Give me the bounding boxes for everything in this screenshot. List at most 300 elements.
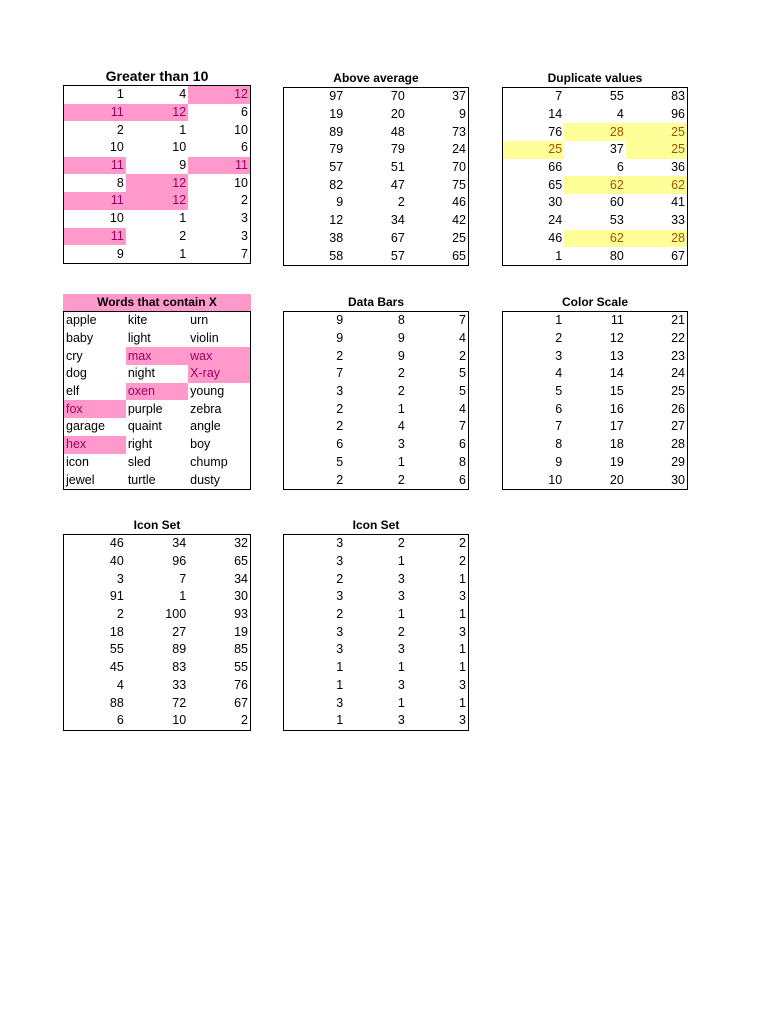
table-cell[interactable]: cry [66,348,83,363]
table-cell[interactable]: 24 [452,142,466,157]
table-cell[interactable]: 1 [397,607,405,622]
table-cell[interactable]: 7 [555,419,563,434]
table-cell[interactable]: 7 [179,571,187,586]
table-cell[interactable]: 9 [336,331,344,346]
table-cell[interactable]: 89 [172,642,187,657]
table-cell[interactable]: 12 [609,331,624,346]
table-cell[interactable]: 4 [116,677,124,692]
table-row [64,712,251,730]
icon-set-2-table [283,534,469,731]
table-cell[interactable]: 6 [459,437,466,452]
table-row [284,159,469,177]
table-cell[interactable]: 12 [188,86,250,104]
table-cell[interactable]: 42 [452,213,466,228]
table-cell[interactable]: 62 [564,230,626,248]
table-cell[interactable]: 19 [329,107,344,122]
table-cell[interactable]: 37 [452,89,466,104]
table-cell[interactable]: max [126,347,188,365]
table-cell[interactable]: 72 [172,695,187,710]
table-cell[interactable]: 1 [555,248,563,263]
table-cell[interactable]: 2 [336,571,344,586]
table-cell[interactable]: 75 [452,177,466,192]
table-cell[interactable]: 1 [397,554,405,569]
table-cell[interactable]: 70 [390,89,405,104]
table-cell[interactable]: 1 [116,87,124,102]
table-cell[interactable]: turtle [127,472,156,487]
table-cell[interactable]: zebra [190,401,222,416]
table-cell[interactable]: 37 [609,142,624,157]
table-cell[interactable]: purple [127,401,163,416]
table-cell[interactable]: 6 [459,472,466,487]
table-cell[interactable]: 83 [671,89,685,104]
table-cell[interactable]: 6 [241,140,248,155]
table-cell[interactable]: 2 [397,624,405,639]
table-cell[interactable]: 53 [609,213,624,228]
table-row [503,176,688,194]
table-cell[interactable]: 4 [179,87,187,102]
duplicate-values-table [502,87,688,266]
table-cell[interactable]: 3 [459,713,466,728]
table-cell[interactable]: boy [190,437,211,452]
table-cell[interactable]: 14 [548,107,563,122]
table-cell[interactable]: 6 [336,437,344,452]
table-cell[interactable]: 70 [452,160,466,175]
table-cell[interactable]: 12 [126,174,188,192]
table-cell[interactable]: 79 [329,142,344,157]
table-cell[interactable]: 22 [671,331,685,346]
table-row [64,471,251,489]
table-cell[interactable]: 1 [336,677,344,692]
table-cell[interactable]: chump [190,454,228,469]
table-cell[interactable]: 10 [109,140,124,155]
table-cell[interactable]: 7 [336,366,344,381]
table-row [284,194,469,212]
table-cell[interactable]: 2 [336,607,344,622]
table-cell[interactable]: 6 [241,105,248,120]
table-cell[interactable]: 3 [397,589,405,604]
table-cell[interactable]: 2 [116,607,124,622]
table-cell[interactable]: 4 [397,419,405,434]
table-cell[interactable]: 82 [329,177,344,192]
table-row [503,365,688,383]
table-row [64,330,251,348]
table-cell[interactable]: 26 [671,401,685,416]
table-cell[interactable]: 7 [555,89,563,104]
table-cell[interactable]: 1 [336,713,344,728]
table-row [284,312,469,330]
table-row [64,436,251,454]
table-cell[interactable]: 79 [390,142,405,157]
table-cell[interactable]: 3 [397,571,405,586]
table-cell[interactable]: 9 [555,454,563,469]
table-cell[interactable]: 41 [671,195,685,210]
table-cell[interactable]: 18 [109,624,124,639]
table-cell[interactable]: 30 [548,195,563,210]
table-cell[interactable]: 2 [116,122,124,137]
table-cell[interactable]: 8 [459,454,466,469]
table-cell[interactable]: 1 [397,454,405,469]
table-cell[interactable]: 9 [179,158,187,173]
table-cell[interactable]: sled [127,454,151,469]
table-cell[interactable]: 73 [452,124,466,139]
table-cell[interactable]: 5 [336,454,344,469]
table-cell[interactable]: 62 [564,176,626,194]
table-row [503,194,688,212]
table-cell[interactable]: 67 [390,230,405,245]
table-cell[interactable]: 9 [459,107,466,122]
table-cell[interactable]: elf [66,384,80,399]
duplicate-values-block [502,70,688,266]
table-cell[interactable]: 2 [179,228,187,243]
table-row [284,712,469,730]
table-row [503,230,688,248]
table-cell[interactable]: night [127,366,155,381]
table-cell[interactable]: 16 [609,401,624,416]
table-cell[interactable]: 30 [234,589,248,604]
table-cell[interactable]: 1 [397,695,405,710]
table-cell[interactable]: 10 [234,175,248,190]
table-cell[interactable]: 15 [609,384,624,399]
table-cell[interactable]: 85 [234,642,248,657]
table-row [284,694,469,712]
table-cell[interactable]: 5 [459,384,466,399]
table-row [64,365,251,383]
table-row [284,330,469,348]
table-row [64,245,251,263]
table-cell[interactable]: 27 [172,624,187,639]
table-cell[interactable]: 1 [336,660,344,675]
table-row [503,471,688,489]
table-row [64,192,251,210]
table-cell[interactable]: 6 [616,160,624,175]
table-cell[interactable]: 11 [64,157,126,175]
table-cell[interactable]: 3 [116,571,124,586]
table-cell[interactable]: 2 [241,193,248,208]
table-cell[interactable]: baby [66,331,94,346]
table-cell[interactable]: 2 [336,419,344,434]
table-cell[interactable]: 55 [234,660,248,675]
table-cell[interactable]: 3 [555,348,563,363]
table-cell[interactable]: 23 [671,348,685,363]
table-cell[interactable]: 4 [459,331,466,346]
table-cell[interactable]: 65 [452,248,466,263]
table-cell[interactable]: quaint [127,419,162,434]
table-cell[interactable]: 67 [671,248,685,263]
table-cell[interactable]: 3 [397,437,405,452]
table-cell[interactable]: 66 [548,160,563,175]
table-cell[interactable]: 3 [397,642,405,657]
table-row [503,454,688,472]
table-cell[interactable]: light [127,331,151,346]
table-cell[interactable]: dusty [190,472,221,487]
table-cell[interactable]: 3 [459,589,466,604]
table-cell[interactable]: 11 [188,157,250,175]
table-cell[interactable]: 65 [234,554,248,569]
table-cell[interactable]: 1 [179,589,187,604]
table-row [284,623,469,641]
table-cell[interactable]: 7 [459,313,466,328]
table-cell[interactable]: 1 [179,246,187,261]
table-cell[interactable]: 93 [234,607,248,622]
table-cell[interactable]: 8 [397,313,405,328]
table-cell[interactable]: 3 [241,228,248,243]
table-cell[interactable]: 11 [610,313,624,328]
table-cell[interactable]: 1 [397,660,405,675]
table-cell[interactable]: 57 [329,160,344,175]
table-cell[interactable]: 20 [609,472,624,487]
table-cell[interactable]: 89 [329,124,344,139]
table-row [284,106,469,124]
table-row [503,123,688,141]
table-cell[interactable]: 9 [116,246,124,261]
table-row [503,159,688,177]
table-cell[interactable]: 88 [109,695,124,710]
table-row [64,694,251,712]
table-cell[interactable]: 9 [397,348,405,363]
table-cell[interactable]: 4 [555,366,563,381]
table-cell[interactable]: 33 [172,677,187,692]
table-cell[interactable]: 80 [609,248,624,263]
above-average-title: Above average [333,71,419,85]
table-row [64,228,251,246]
table-row [64,418,251,436]
table-row [64,210,251,228]
table-row [284,247,469,265]
table-row [284,454,469,472]
table-cell[interactable]: 1 [459,660,466,675]
table-cell[interactable]: 3 [336,536,344,551]
table-cell[interactable]: 27 [671,419,685,434]
table-cell[interactable]: 55 [109,642,124,657]
table-cell[interactable]: 46 [548,230,563,245]
table-cell[interactable]: 45 [109,660,124,675]
table-cell[interactable]: 25 [626,141,688,159]
table-cell[interactable]: 17 [609,419,624,434]
table-cell[interactable]: 96 [671,107,685,122]
table-cell[interactable]: 1 [459,695,466,710]
table-cell[interactable]: 4 [616,107,624,122]
table-cell[interactable]: 5 [459,366,466,381]
table-cell[interactable]: 2 [555,331,563,346]
table-cell[interactable]: 25 [452,230,466,245]
table-cell[interactable]: 9 [336,195,344,210]
table-row [284,570,469,588]
table-cell[interactable]: 18 [609,437,624,452]
table-cell[interactable]: 1 [397,401,405,416]
table-cell[interactable]: 76 [234,677,248,692]
table-row [503,141,688,159]
table-cell[interactable]: fox [64,400,126,418]
table-cell[interactable]: 3 [336,589,344,604]
table-cell[interactable]: 2 [397,472,405,487]
table-cell[interactable]: 6 [555,401,563,416]
table-cell[interactable]: 3 [336,642,344,657]
table-cell[interactable]: apple [66,313,97,328]
table-cell[interactable]: 2 [397,384,405,399]
table-cell[interactable]: 28 [564,123,626,141]
table-cell[interactable]: 55 [609,89,624,104]
table-cell[interactable]: 2 [459,536,466,551]
table-cell[interactable]: 2 [459,554,466,569]
table-row [284,659,469,677]
table-row [503,383,688,401]
table-cell[interactable]: 36 [671,160,685,175]
table-cell[interactable]: 9 [397,331,405,346]
table-cell[interactable]: 2 [336,401,344,416]
table-cell[interactable]: icon [66,454,89,469]
table-cell[interactable]: 32 [234,536,248,551]
table-cell[interactable]: 51 [390,160,405,175]
table-cell[interactable]: 2 [459,348,466,363]
table-cell[interactable]: 7 [241,246,248,261]
table-cell[interactable]: jewel [66,472,95,487]
table-cell[interactable]: 2 [397,536,405,551]
table-cell[interactable]: 47 [390,177,405,192]
table-cell[interactable]: 21 [671,313,685,328]
table-cell[interactable]: 10 [172,140,187,155]
table-cell[interactable]: 3 [459,624,466,639]
table-cell[interactable]: violin [190,331,219,346]
table-cell[interactable]: 30 [671,472,685,487]
table-cell[interactable]: 2 [397,195,405,210]
table-cell[interactable]: 1 [179,122,187,137]
table-cell[interactable]: 46 [109,536,124,551]
table-cell[interactable]: 4 [459,401,466,416]
table-row [64,606,251,624]
table-cell[interactable]: 3 [336,384,344,399]
words-with-x-block [63,294,251,490]
table-cell[interactable]: 8 [555,437,563,452]
table-cell[interactable]: 12 [126,104,188,122]
table-cell[interactable]: 40 [109,554,124,569]
table-cell[interactable]: wax [188,347,250,365]
table-cell[interactable]: 10 [172,713,187,728]
table-cell[interactable]: 2 [336,472,344,487]
table-cell[interactable]: 38 [329,230,344,245]
table-cell[interactable]: 3 [397,677,405,692]
table-cell[interactable]: oxen [126,383,188,401]
table-cell[interactable]: 1 [459,642,466,657]
table-cell[interactable]: 3 [336,554,344,569]
data-bars-table [283,311,469,490]
table-cell[interactable]: 11 [64,228,126,246]
table-cell[interactable]: 67 [234,695,248,710]
table-cell[interactable]: 48 [390,124,405,139]
table-cell[interactable]: 29 [671,454,685,469]
table-cell[interactable]: 62 [626,176,688,194]
table-row [284,677,469,695]
table-cell[interactable]: 10 [109,211,124,226]
table-cell[interactable]: right [127,437,153,452]
table-cell[interactable]: 3 [336,624,344,639]
table-cell[interactable]: 11 [64,192,126,210]
table-cell[interactable]: angle [190,419,221,434]
icon-set-2-block [283,517,469,731]
table-cell[interactable]: 83 [172,660,187,675]
table-cell[interactable]: 3 [459,677,466,692]
table-cell[interactable]: urn [190,313,209,328]
table-cell[interactable]: 57 [390,248,405,263]
table-cell[interactable]: 24 [671,366,685,381]
table-row [64,312,251,330]
table-cell[interactable]: 1 [459,571,466,586]
table-row [503,88,688,106]
table-cell[interactable]: 100 [165,607,187,622]
table-cell[interactable]: 11 [64,104,126,122]
table-cell[interactable]: X-ray [188,365,250,383]
table-row [284,535,469,553]
table-cell[interactable]: 3 [336,695,344,710]
table-cell[interactable]: 20 [390,107,405,122]
table-cell[interactable]: 60 [609,195,624,210]
table-cell[interactable]: 19 [234,624,248,639]
table-cell[interactable]: 25 [626,123,688,141]
table-cell[interactable]: 2 [336,348,344,363]
table-cell[interactable]: 9 [336,313,344,328]
table-cell[interactable]: 25 [503,141,565,159]
table-cell[interactable]: 33 [671,213,685,228]
table-cell[interactable]: young [190,384,225,399]
table-cell[interactable]: 97 [329,89,344,104]
table-row [64,623,251,641]
table-cell[interactable]: 28 [626,230,688,248]
table-cell[interactable]: 13 [609,348,624,363]
table-cell[interactable]: 65 [548,177,563,192]
table-row [284,383,469,401]
table-cell[interactable]: 12 [329,213,344,228]
table-cell[interactable]: 5 [555,384,563,399]
table-cell[interactable]: 46 [452,195,466,210]
table-row [284,176,469,194]
table-cell[interactable]: 3 [241,211,248,226]
table-row [64,383,251,401]
table-cell[interactable]: 12 [126,192,188,210]
table-cell[interactable]: 58 [329,248,344,263]
table-cell[interactable]: 19 [609,454,624,469]
table-cell[interactable]: 3 [397,713,405,728]
table-cell[interactable]: 14 [609,366,624,381]
table-cell[interactable]: 2 [241,713,248,728]
table-cell[interactable]: 91 [109,589,124,604]
color-scale-block [502,294,688,490]
table-cell[interactable]: dog [66,366,87,381]
table-cell[interactable]: 1 [179,211,187,226]
table-cell[interactable]: 2 [397,366,405,381]
greater-than-10-title: Greater than 10 [105,68,209,84]
table-cell[interactable]: 6 [116,713,124,728]
table-cell[interactable]: 76 [548,124,563,139]
table-cell[interactable]: 34 [390,213,405,228]
table-cell[interactable]: 7 [459,419,466,434]
table-cell[interactable]: 8 [116,175,124,190]
table-cell[interactable]: 28 [671,437,685,452]
table-cell[interactable]: 25 [671,384,685,399]
table-cell[interactable]: 96 [172,554,187,569]
table-cell[interactable]: 10 [234,122,248,137]
table-cell[interactable]: garage [66,419,105,434]
table-cell[interactable]: 24 [548,213,563,228]
table-cell[interactable]: 1 [555,313,563,328]
table-row [284,88,469,106]
table-row [284,141,469,159]
table-cell[interactable]: 10 [548,472,563,487]
table-cell[interactable]: 34 [172,536,187,551]
table-cell[interactable]: 34 [234,571,248,586]
table-cell[interactable]: hex [64,436,126,454]
table-row [503,247,688,265]
table-cell[interactable]: 1 [459,607,466,622]
table-cell[interactable]: kite [127,313,148,328]
